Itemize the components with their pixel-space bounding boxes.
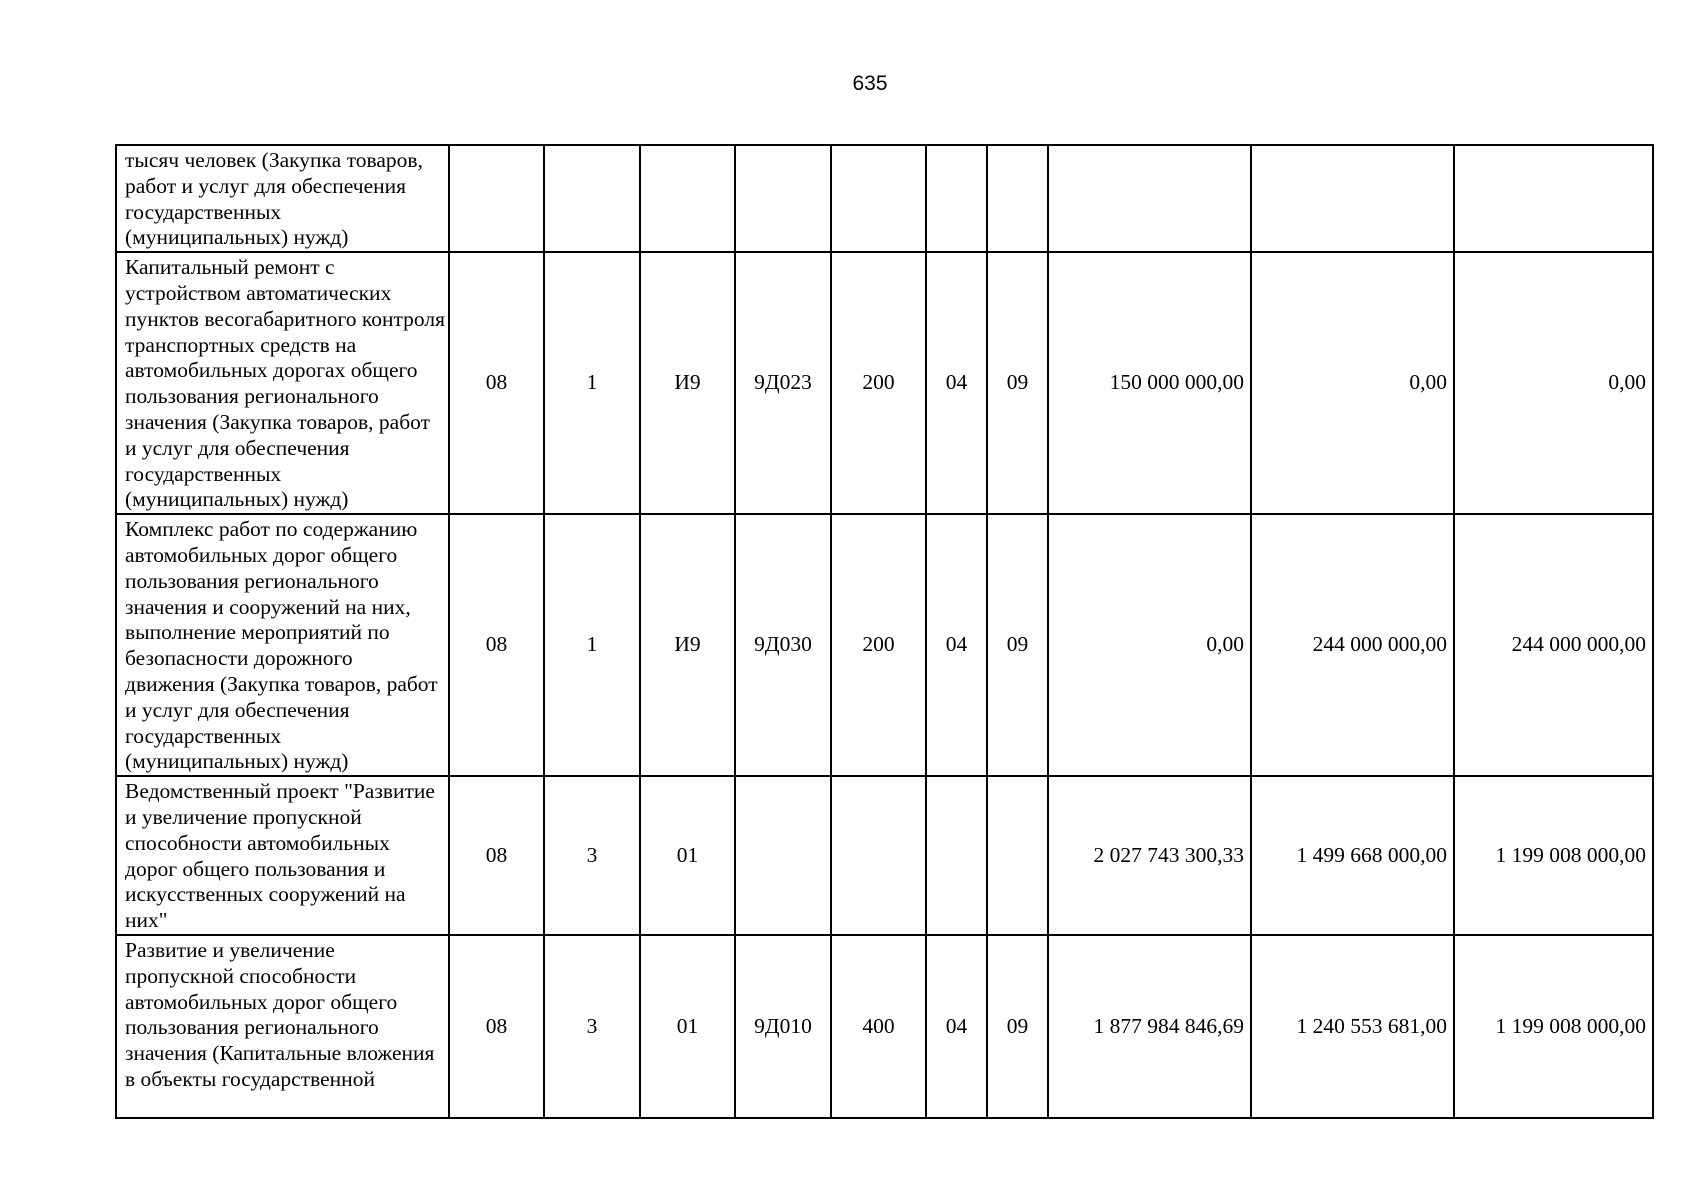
amount-cell [1048,145,1251,252]
table-row [116,935,1653,1118]
code-cell: 200 [831,252,926,514]
code-cell [544,145,640,252]
amount-cell: 0,00 [1454,252,1653,514]
row-description: Капитальный ремонт с устройством автоматических пунктов весогабаритного контроля транспортных средств на автомобильных дорогах общего пользования регионального значения (Закупка товаров, работ и услуг для обеспечения государственных (муниципальных) нужд) [116,252,449,514]
code-cell [735,776,831,935]
code-cell: 3 [544,935,640,1118]
code-cell [987,776,1048,935]
budget-table [115,144,1654,1119]
amount-cell [1454,145,1653,252]
table-row [116,514,1653,776]
code-cell: 01 [640,776,735,935]
code-cell [735,145,831,252]
code-cell: 04 [926,935,987,1118]
code-cell: 09 [987,514,1048,776]
amount-cell: 1 499 668 000,00 [1251,776,1454,935]
code-cell [449,145,544,252]
code-cell: 9Д030 [735,514,831,776]
amount-cell: 244 000 000,00 [1251,514,1454,776]
row-description: Ведомственный проект "Развитие и увеличение пропускной способности автомобильных дорог общего пользования и искусственных сооружений на них" [116,776,449,935]
amount-cell: 1 199 008 000,00 [1454,776,1653,935]
code-cell [831,776,926,935]
code-cell: 08 [449,935,544,1118]
code-cell [926,145,987,252]
amount-cell: 2 027 743 300,33 [1048,776,1251,935]
code-cell: 1 [544,514,640,776]
row-description: тысяч человек (Закупка товаров, работ и услуг для обеспечения государственных (муниципальных) нужд) [116,145,449,252]
amount-cell: 1 240 553 681,00 [1251,935,1454,1118]
code-cell: 09 [987,252,1048,514]
code-cell: 08 [449,252,544,514]
amount-cell: 244 000 000,00 [1454,514,1653,776]
code-cell [831,145,926,252]
code-cell: 9Д010 [735,935,831,1118]
amount-cell [1251,145,1454,252]
amount-cell: 0,00 [1048,514,1251,776]
code-cell [926,776,987,935]
table-row [116,252,1653,514]
code-cell: 1 [544,252,640,514]
code-cell: 04 [926,514,987,776]
table-row [116,145,1653,252]
row-description: Комплекс работ по содержанию автомобильных дорог общего пользования регионального значения и сооружений на них, выполнение мероприятий по безопасности дорожного движения (Закупка товаров, работ и услуг для обеспечения государственных (муниципальных) нужд) [116,514,449,776]
code-cell: И9 [640,252,735,514]
amount-cell: 1 877 984 846,69 [1048,935,1251,1118]
code-cell [987,145,1048,252]
code-cell: 200 [831,514,926,776]
code-cell: 09 [987,935,1048,1118]
amount-cell: 150 000 000,00 [1048,252,1251,514]
code-cell [640,145,735,252]
code-cell: 9Д023 [735,252,831,514]
table-row [116,776,1653,935]
row-description: Развитие и увеличение пропускной способности автомобильных дорог общего пользования регионального значения (Капитальные вложения в объекты государственной [116,935,449,1118]
amount-cell: 1 199 008 000,00 [1454,935,1653,1118]
code-cell: 3 [544,776,640,935]
code-cell: 04 [926,252,987,514]
code-cell: И9 [640,514,735,776]
code-cell: 08 [449,514,544,776]
amount-cell: 0,00 [1251,252,1454,514]
page-number: 635 [852,72,888,95]
code-cell: 01 [640,935,735,1118]
code-cell: 400 [831,935,926,1118]
code-cell: 08 [449,776,544,935]
